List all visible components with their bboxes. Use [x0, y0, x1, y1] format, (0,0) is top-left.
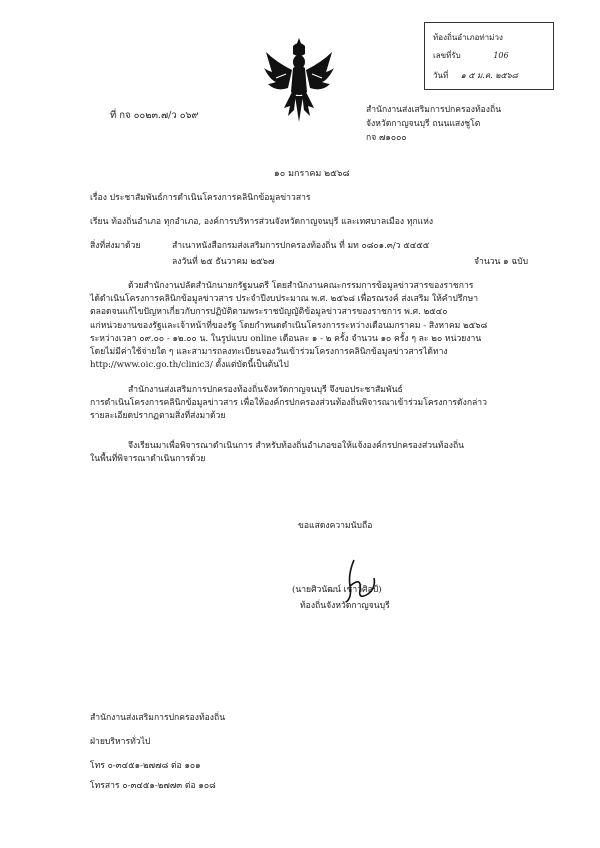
paragraph-2 [90, 384, 487, 424]
footer-office: สำนักงานส่งเสริมการปกครองท้องถิ่น [90, 713, 226, 723]
subject-line: เรื่อง ประชาสัมพันธ์การดำเนินโครงการคลินิกข้อมูลข่าวสาร [90, 193, 311, 203]
recipient-line: เรียน ท้องถิ่นอำเภอ ทุกอำเภอ, องค์การบริหารส่วนจังหวัดกาญจนบุรี และเทศบาลเมือง ทุกแห่ง [90, 217, 434, 227]
stamp-date-label: วันที่ [433, 71, 449, 80]
body-line: รายละเอียดปรากฏตามสิ่งที่ส่งมาด้วย [90, 411, 226, 422]
body-line: การดำเนินโครงการคลินิกข้อมูลข่าวสาร เพื่อให้องค์กรปกครองส่วนท้องถิ่นพิจารณาเข้าร่วมโครงการดังกล่าว [90, 398, 487, 409]
body-line: จึงเรียนมาเพื่อพิจารณาดำเนินการ สำหรับท้องถิ่นอำเภอขอให้แจ้งองค์กรปกครองส่วนท้องถิ่น [128, 441, 465, 451]
document-date: ๑๐ มกราคม ๒๕๖๘ [274, 169, 350, 179]
attachment-count: จำนวน ๑ ฉบับ [474, 257, 529, 267]
body-line: โดยไม่มีค่าใช้จ่ายใด ๆ และสามารถลงทะเบียนจองวันเข้าร่วมโครงการคลินิกข้อมูลข่าวสารได้ทาง [90, 347, 448, 358]
footer-division: ฝ่ายบริหารทั่วไป [90, 737, 151, 747]
body-line: ด้วยสำนักงานปลัดสำนักนายกรัฐมนตรี โดยสำนักงานคณะกรรมการข้อมูลข่าวสารของราชการ [128, 281, 474, 291]
signer-title: ท้องถิ่นจังหวัดกาญจนบุรี [300, 601, 390, 611]
body-line: ระหว่างเวลา ๐๙.๐๐ - ๑๒.๐๐ น. ในรูปแบบ online เดือนละ ๑ - ๒ ครั้ง จำนวน ๑๐ ครั้ง ๆ ละ ๒๐ หน่วยงาน [90, 333, 482, 344]
body-line: ได้ดำเนินโครงการคลินิกข้อมูลข่าวสาร ประจำปีงบประมาณ พ.ศ. ๒๕๖๘ เพื่อรณรงค์ ส่งเสริม ให้คำปรึกษา [90, 294, 479, 305]
footer-phone: โทร ๐-๓๔๕๑-๒๗๗๘ ต่อ ๑๐๑ [90, 761, 201, 771]
attachment-line2: ลงวันที่ ๒๕ ธันวาคม ๒๕๖๗ [172, 257, 275, 267]
signer-name: (นายศิวนัฒน์ เชาว์ศิลป์) [292, 585, 382, 595]
document-number: ที่ กจ ๐๐๒๓.๗/ว ๐๖๙ [110, 110, 199, 121]
stamp-date-value: ๑ ๕ ม.ค. ๒๕๖๘ [460, 71, 518, 80]
attachment-line1: สำเนาหนังสือกรมส่งเสริมการปกครองท้องถิ่น ที่ มท ๐๘๐๑.๓/ว ๕๔๕๕ [172, 241, 430, 251]
stamp-office: ท้องถิ่นอำเภอท่าม่วง [433, 33, 503, 42]
stamp-number-value: 106 [493, 51, 509, 60]
sender-office: สำนักงานส่งเสริมการปกครองท้องถิ่น [366, 105, 502, 115]
attachment-label: สิ่งที่ส่งมาด้วย [90, 241, 141, 251]
sender-postcode: กจ ๗๑๐๐๐ [366, 133, 407, 143]
body-line: ในพื้นที่พิจารณาดำเนินการด้วย [90, 454, 206, 465]
body-line: ตลอดจนแก้ไขปัญหาเกี่ยวกับการปฏิบัติตามพระราชบัญญัติข้อมูลข่าวสารของราชการ พ.ศ. ๒๕๔๐ [90, 307, 448, 318]
paragraph-3 [90, 440, 464, 466]
stamp-number-label: เลขที่รับ [433, 51, 461, 60]
body-line: http://www.oic.go.th/clinic3/ ตั้งแต่บัดนี้เป็นต้นไป [90, 360, 289, 371]
garuda-emblem-icon [262, 36, 336, 124]
closing: ขอแสดงความนับถือ [298, 521, 373, 531]
paragraph-1 [90, 280, 487, 372]
sender-address: จังหวัดกาญจนบุรี ถนนแสงชูโต [366, 119, 481, 129]
signature-icon [334, 556, 384, 604]
footer-fax: โทรสาร ๐-๓๔๕๑-๒๗๗๓ ต่อ ๑๐๘ [90, 781, 216, 791]
receipt-stamp [424, 22, 554, 90]
stamp-number-row [433, 49, 509, 62]
stamp-date-row [433, 69, 518, 82]
body-line: แก่หน่วยงานของรัฐและเจ้าหน้าที่ของรัฐ โดยกำหนดดำเนินโครงการระหว่างเดือนมกราคม - สิงหาคม ๒๕๖๘ [90, 320, 488, 331]
body-line: สำนักงานส่งเสริมการปกครองท้องถิ่นจังหวัดกาญจนบุรี จึงขอประชาสัมพันธ์ [128, 385, 403, 395]
